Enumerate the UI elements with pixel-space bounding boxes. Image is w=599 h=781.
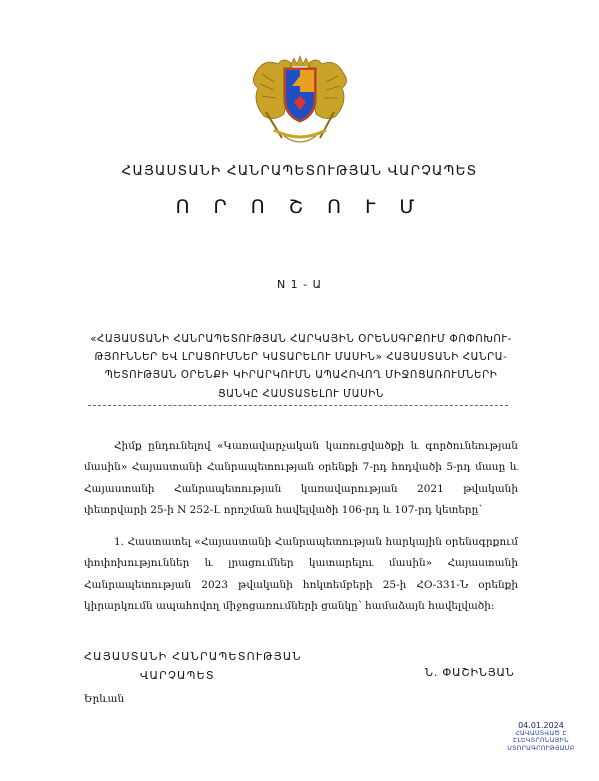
subject-line: «ՀԱՅԱՍՏԱՆԻ ՀԱՆՐԱՊԵՏՈՒԹՅԱՆ ՀԱՐԿԱՅԻՆ ՕՐԵՆՍԳՐՔՈՒՄ ՓՈՓՈԽՈՒ- bbox=[90, 334, 512, 345]
signatory-office bbox=[84, 647, 302, 685]
stamp-line: ԷԼԵԿՏՐՈՆԱՅԻՆ bbox=[513, 737, 569, 745]
coat-of-arms-emblem bbox=[244, 52, 356, 152]
document-number: N 1 - Ա bbox=[276, 278, 323, 291]
subject-line: ՊԵՏՈՒԹՅԱՆ ՕՐԵՆՔԻ ԿԻՐԱՐԿՈՒՄՆ ԱՊԱՀՈՎՈՂ ՄԻՋՈՑԱՌՈՒՄՆԵՐԻ bbox=[104, 370, 498, 382]
body-paragraph-decision: 1. Հաստատել «Հայաստանի Հանրապետության հարկային օրենսգրքում փոփոխություններ և լրացումներ կատարելու մասին» Հայաստանի Հանրապետության 2023 թվականի հոկտեմբերի 25-ի ՀՕ-331-Ն օրենքի կիրարկումն ապահովող միջոցառումների ցանկը՝ համաձայն հավելվածի: bbox=[84, 536, 518, 613]
decision-subject bbox=[84, 331, 518, 404]
subject-line: ԹՅՈՒՆՆԵՐ ԵՎ ԼՐԱՑՈՒՄՆԵՐ ԿԱՏԱՐԵԼՈՒ ՄԱՍԻՆ» ՀԱՅԱՍՏԱՆԻ ՀԱՆՐԱ- bbox=[94, 352, 508, 364]
document-type: Ո Ր Ո Շ Ո Ւ Մ bbox=[175, 196, 424, 218]
stamp-line: ՍՏՈՐԱԳՐՈՒԹՅԱՄԲ bbox=[507, 744, 575, 752]
office-title: ՀԱՅԱՍՏԱՆԻ ՀԱՆՐԱՊԵՏՈՒԹՅԱՆ ՎԱՐՉԱՊԵՏ bbox=[121, 163, 478, 179]
body-paragraph-basis: Հիմք ընդունելով «Կառավարչական կառուցվածքի և գործունեության մասին» Հայաստանի Հանրապետության օրենքի 7-րդ հոդվածի 5-րդ մասը և Հայաստանի Հանրապետության կառավարության 2021 թվականի փետրվարի 25-ի N 252-Լ որոշման հավելվածի 106-րդ և 107-րդ կետերը՝ bbox=[84, 440, 518, 517]
electronic-signature-stamp bbox=[486, 721, 596, 752]
signatory-office-line: ՎԱՐՉԱՊԵՏ bbox=[140, 669, 215, 682]
stamp-line: ՀԱՎԱՍՏՎԱԾ Է bbox=[515, 730, 567, 737]
place-of-signing: Երևան bbox=[84, 693, 125, 705]
subject-line: ՑԱՆԿԸ ՀԱՍՏԱՏԵԼՈՒ ՄԱՍԻՆ bbox=[218, 388, 384, 400]
stamp-date: 04.01.2024 bbox=[518, 721, 564, 730]
signatory-name: Ն. ՓԱՇԻՆՅԱՆ bbox=[425, 666, 515, 679]
signatory-office-line: ՀԱՅԱՍՏԱՆԻ ՀԱՆՐԱՊԵՏՈՒԹՅԱՆ bbox=[84, 650, 302, 663]
dashed-divider bbox=[88, 405, 508, 406]
